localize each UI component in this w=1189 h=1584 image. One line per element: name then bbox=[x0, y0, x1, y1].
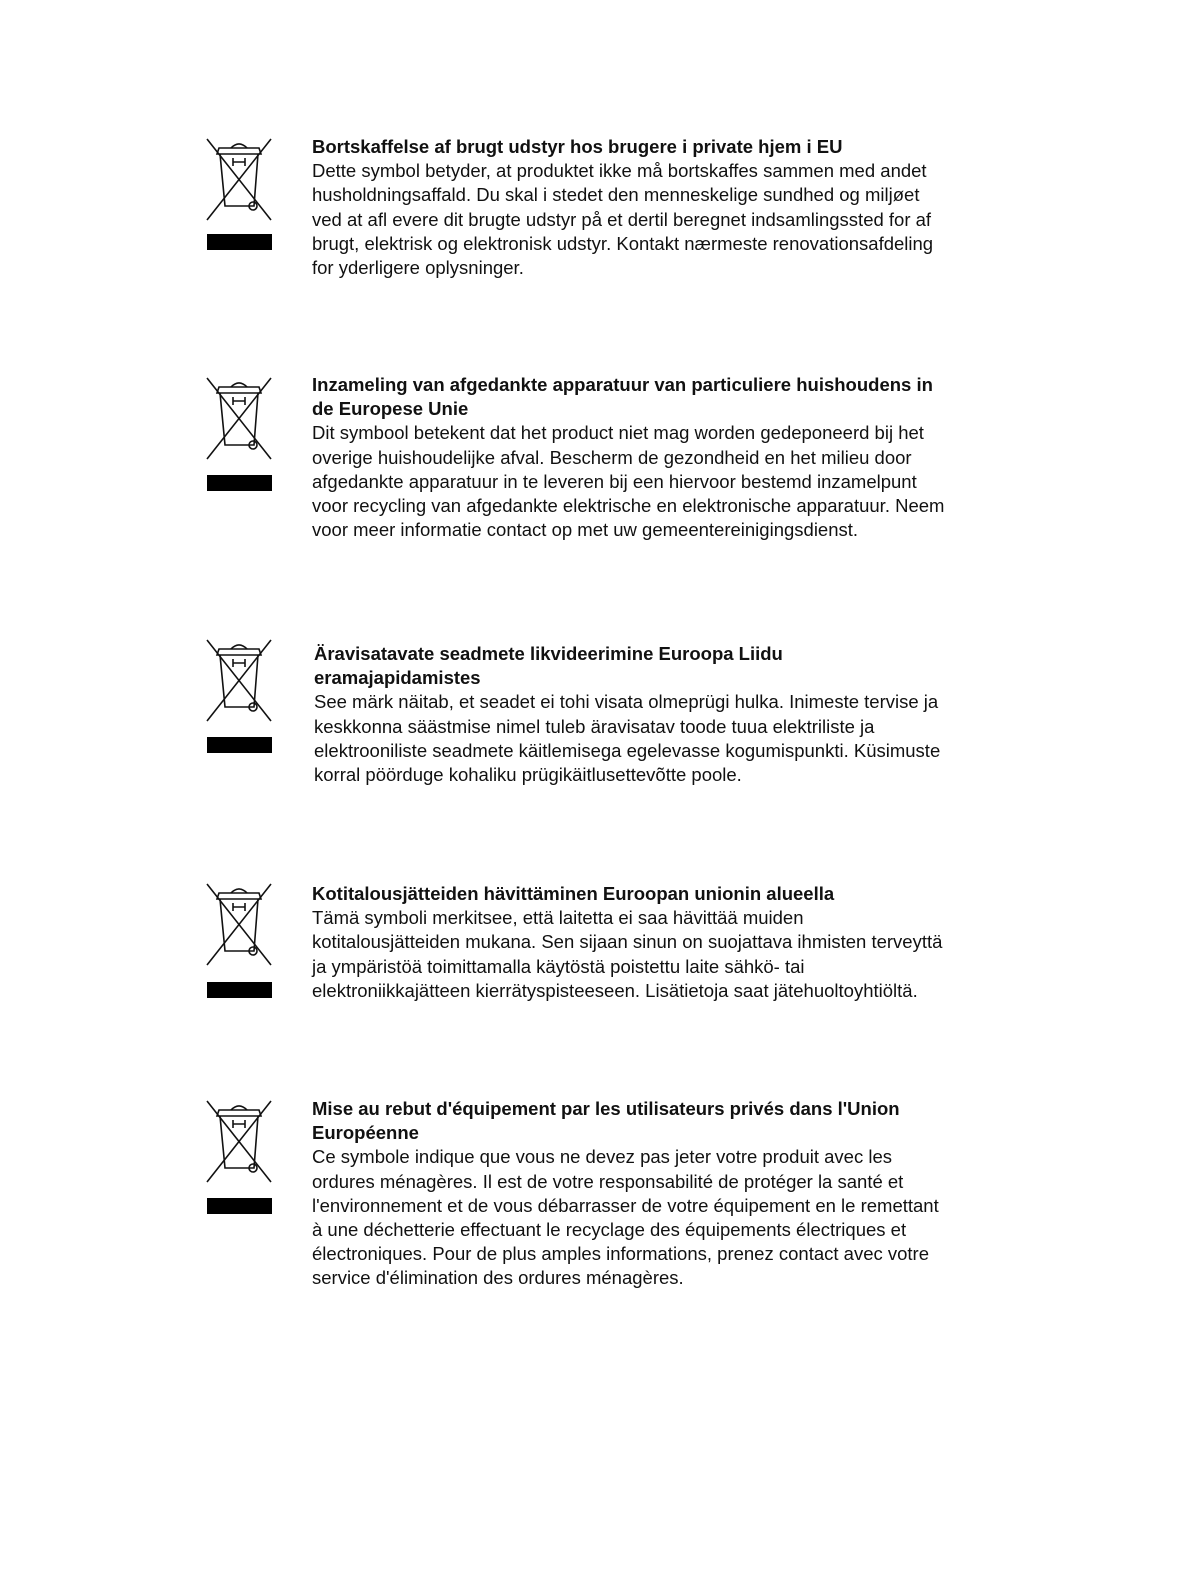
section-body: Tämä symboli merkitsee, että laitetta ei saa hävittää muiden kotitalousjätteiden mukana. Sen sijaan sinun on suojattava ihmisten terveyttä ja ympäristöä toimittamalla käytöstä poistettu laite sähkö- tai elektroniikkajätteen kierrätyspisteeseen. Lisätietoja saat jätehuoltoyhtiöltä. bbox=[312, 907, 943, 1001]
section-title: Kotitalousjätteiden hävittäminen Euroopan unionin alueella bbox=[312, 883, 835, 904]
crossed-out-wheelie-bin-icon bbox=[204, 375, 274, 495]
section-title: Bortskaffelse af brugt udstyr hos brugere i private hjem i EU bbox=[312, 136, 843, 157]
section-body: Dit symbool betekent dat het product niet mag worden gedeponeerd bij het overige huishoudelijke afval. Bescherm de gezondheid en het milieu door afgedankte apparatuur in te leveren bij een hiervoor bestemd inzamelpunt voor recycling van afgedankte elektrische en elektronische apparatuur. Neem voor meer informatie contact op met uw gemeentereinigingsdienst. bbox=[312, 422, 945, 541]
section-title: Inzameling van afgedankte apparatuur van particuliere huishoudens in de Europese Unie bbox=[312, 374, 933, 420]
crossed-out-wheelie-bin-icon bbox=[204, 136, 274, 256]
crossed-out-wheelie-bin-icon bbox=[204, 881, 274, 1001]
crossed-out-wheelie-bin-icon bbox=[204, 1098, 274, 1218]
crossed-out-wheelie-bin-icon bbox=[204, 637, 274, 757]
section-body: See märk näitab, et seadet ei tohi visata olmeprügi hulka. Inimeste tervise ja keskkonna säästmise nimel tuleb äravisatav toode tuua elektriliste ja elektrooniliste seadmete käitlemisega egelevasse kogumispunkti. Küsimuste korral pöörduge kohaliku prügikäitlusettevõtte poole. bbox=[314, 691, 941, 786]
section-title: Mise au rebut d'équipement par les utilisateurs privés dans l'Union Européenne bbox=[312, 1098, 900, 1144]
section-body: Ce symbole indique que vous ne devez pas jeter votre produit avec les ordures ménagères. Il est de votre responsabilité de protéger la santé et l'environnement et de vous débarrasser de votre équipement en le remettant à une déchetterie effectuant le recyclage des équipements électriques et électroniques. Pour de plus amples informations, prenez contact avec votre service d'élimination des ordures ménagères. bbox=[312, 1146, 939, 1289]
section-title: Äravisatavate seadmete likvideerimine Euroopa Liidu eramajapidamistes bbox=[314, 643, 783, 689]
section-body: Dette symbol betyder, at produktet ikke må bortskaffes sammen med andet husholdningsaffald. Du skal i stedet den menneskelige sundhed og miljøet ved at afl evere dit brugte udstyr på et dertil beregnet indsamlingssted for af brugt, elektrisk og elektronisk udstyr. Kontakt nærmeste renovationsafdeling for yderligere oplysninger. bbox=[312, 160, 934, 279]
